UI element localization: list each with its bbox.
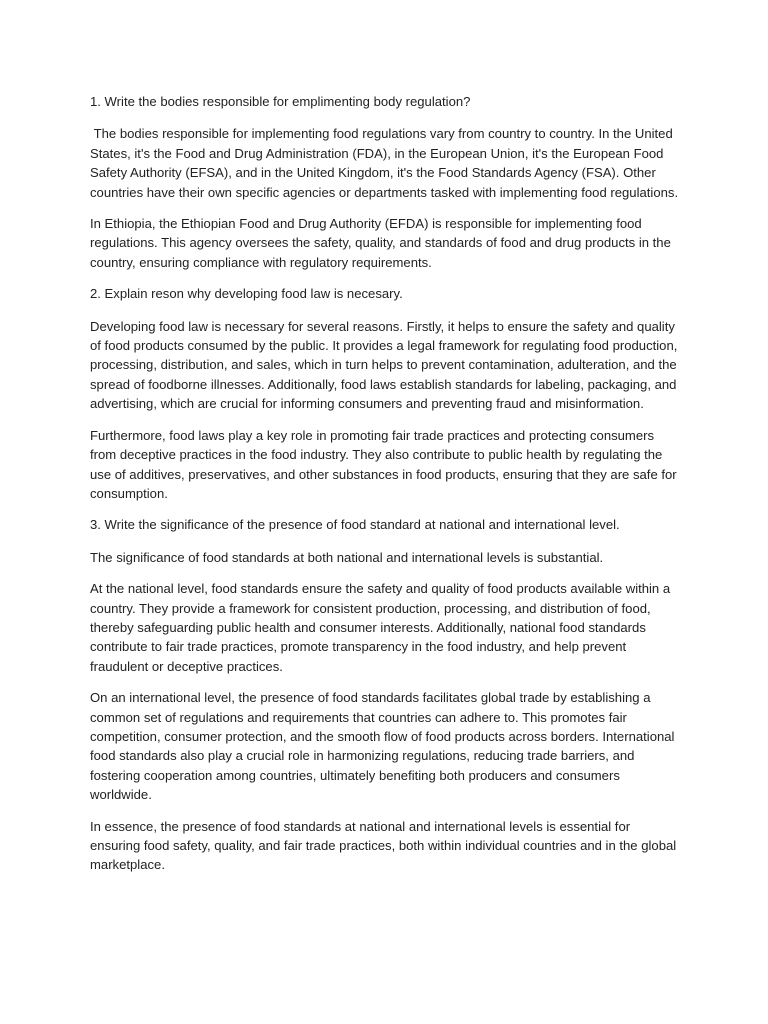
answer-3-paragraph-4: In essence, the presence of food standards at national and international levels is essential for ensuring food safety, quality, and fair trade practices, both within individual countries and in the global marketplace.	[90, 818, 677, 873]
answer-3-paragraph-2: At the national level, food standards ensure the safety and quality of food products available within a country. They provide a framework for consistent production, processing, and distribution of food, thereby safeguarding public health and consumer interests. Additionally, national food standards contribute to fair trade practices, promote transparency in the food industry, and help prevent fraudulent or deceptive practices.	[90, 581, 671, 674]
answer-3-paragraph-3: On an international level, the presence of food standards facilitates global trade by establishing a common set of regulations and requirements that countries can adhere to. This promotes fair competition, consumer protection, and the smooth flow of food products across borders. International food standards also play a crucial role in harmonizing regulations, reducing trade barriers, and fostering cooperation among countries, ultimately benefiting both producers and consumers worldwide.	[90, 690, 675, 803]
question-1: 1. Write the bodies responsible for emplimenting body regulation?	[90, 94, 471, 109]
document-page	[90, 92, 680, 887]
question-2: 2. Explain reson why developing food law is necesary.	[90, 286, 403, 302]
answer-1-paragraph-2: In Ethiopia, the Ethiopian Food and Drug Authority (EFDA) is responsible for implementing food regulations. This agency oversees the safety, quality, and standards of food and drug products in the country, ensuring compliance with regulatory requirements.	[90, 216, 671, 270]
answer-3-paragraph-1: The significance of food standards at both national and international levels is substantial.	[90, 549, 604, 565]
answer-1-paragraph-1: The bodies responsible for implementing food regulations vary from country to country. In the United States, it's the Food and Drug Administration (FDA), in the European Union, it's the European Food Safety Authority (EFSA), and in the United Kingdom, it's the Food Standards Agency (FSA). Other countries have their own specific agencies or departments tasked with implementing food regulations.	[90, 126, 679, 200]
answer-2-paragraph-1: Developing food law is necessary for several reasons. Firstly, it helps to ensure the safety and quality of food products consumed by the public. It provides a legal framework for regulating food production, processing, distribution, and sales, which in turn helps to prevent contamination, adulteration, and the spread of foodborne illnesses. Additionally, food laws establish standards for labeling, packaging, and advertising, which are crucial for informing consumers and preventing fraud and misinformation.	[90, 318, 678, 412]
question-3: 3. Write the significance of the presence of food standard at national and international level.	[90, 517, 620, 533]
answer-2-paragraph-2: Furthermore, food laws play a key role in promoting fair trade practices and protecting consumers from deceptive practices in the food industry. They also contribute to public health by regulating the use of additives, preservatives, and other substances in food products, ensuring that they are safe for consumption.	[90, 427, 677, 501]
